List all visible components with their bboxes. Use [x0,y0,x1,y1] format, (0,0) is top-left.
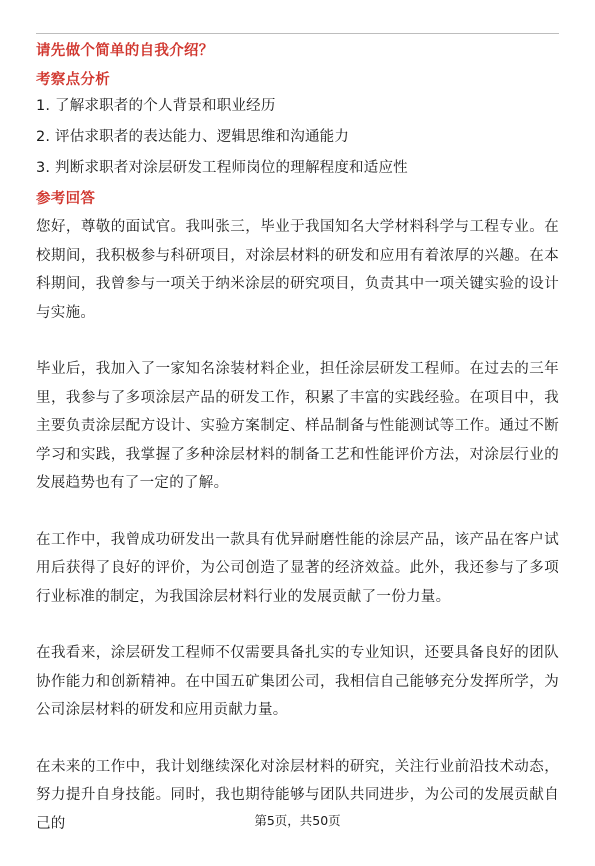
document-body [36,40,559,866]
answer-paragraph: 在工作中，我曾成功研发出一款具有优异耐磨性能的涂层产品，该产品在客户试用后获得了良好的评价，为公司创造了显著的经济效益。此外，我还参与了多项行业标准的制定，为我国涂层材料行业的发展贡献了一份力量。 [36,531,559,605]
answer-paragraph: 您好，尊敬的面试官。我叫张三，毕业于我国知名大学材料科学与工程专业。在校期间，我积极参与科研项目，对涂层材料的研发和应用有着浓厚的兴趣。在本科期间，我曾参与一项关于纳米涂层的研究项目，负责其中一项关键实验的设计与实施。 [36,219,559,321]
answer-paragraph: 毕业后，我加入了一家知名涂装材料企业，担任涂层研发工程师。在过去的三年里，我参与了多项涂层产品的研发工作，积累了丰富的实践经验。在项目中，我主要负责涂层配方设计、实验方案制定、样品制备与性能测试等工作。通过不断学习和实践，我掌握了多种涂层材料的制备工艺和性能评价方法，对涂层行业的发展趋势也有了一定的了解。 [36,361,559,491]
page-number: 第5页，共50页 [254,813,341,828]
analysis-points [36,96,559,178]
answer-paragraph: 在未来的工作中，我计划继续深化对涂层材料的研究，关注行业前沿技术动态，努力提升自身技能。同时，我也期待能够与团队共同进步，为公司的发展贡献自己的 [36,758,559,832]
list-item: 1. 了解求职者的个人背景和职业经历 [36,98,276,114]
list-item: 2. 评估求职者的表达能力、逻辑思维和沟通能力 [36,129,350,145]
answer-paragraph: 在我看来，涂层研发工程师不仅需要具备扎实的专业知识，还要具备良好的团队协作能力和创新精神。在中国五矿集团公司，我相信自己能够充分发挥所学，为公司涂层材料的研发和应用贡献力量。 [36,645,559,718]
answer-heading: 参考回答 [36,191,96,207]
list-item: 3. 判断求职者对涂层研发工程师岗位的理解程度和适应性 [36,160,408,176]
analysis-heading: 考察点分析 [36,72,110,88]
top-divider [36,33,559,34]
answer-body [36,213,559,838]
question-title: 请先做个简单的自我介绍？ [36,43,214,59]
